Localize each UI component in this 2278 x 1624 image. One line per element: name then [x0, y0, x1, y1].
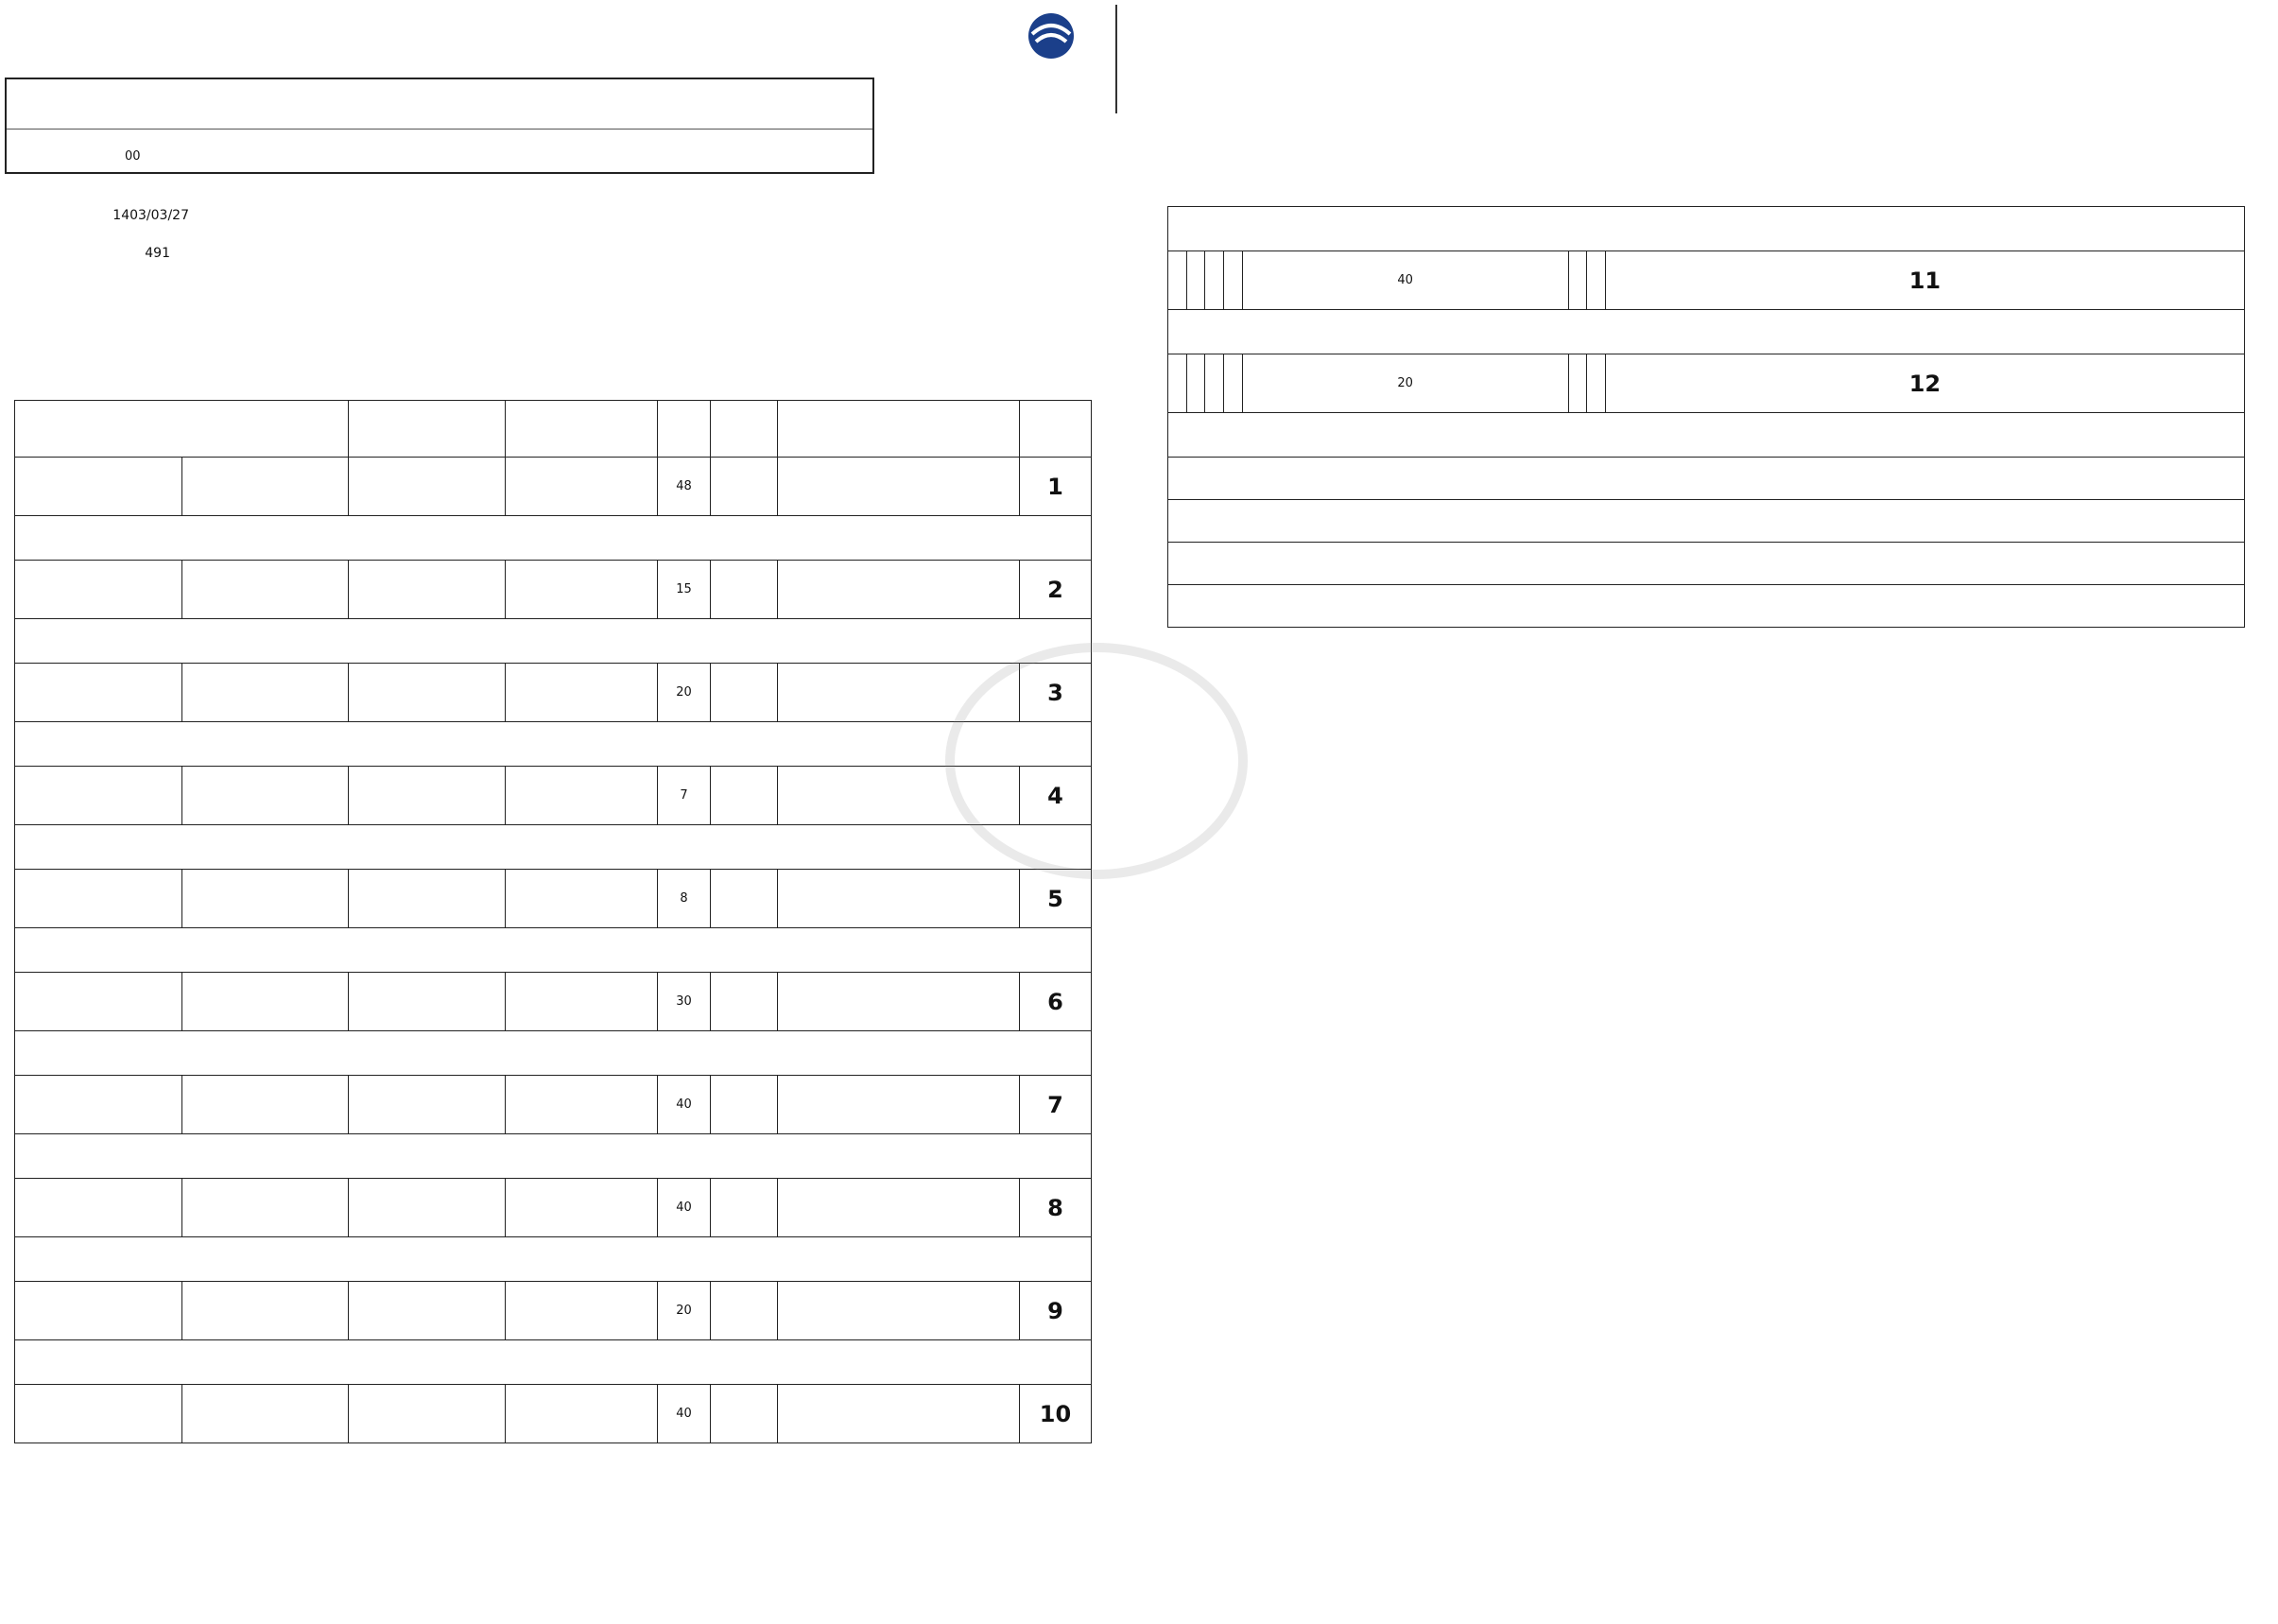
unit-amount-cell[interactable] [506, 1385, 658, 1443]
item-qty: 20 [658, 664, 711, 722]
item-note [1168, 413, 2245, 458]
offer-cell-2[interactable] [15, 1385, 182, 1443]
item-qty: 48 [658, 458, 711, 516]
offer-cell-2[interactable] [15, 1282, 182, 1340]
item-unit [711, 870, 778, 928]
note-row [15, 619, 1092, 664]
total-estimate-cell[interactable] [349, 973, 506, 1031]
offer-cell-2[interactable] [15, 973, 182, 1031]
unit-amount-cell[interactable] [506, 1179, 658, 1237]
offer-cell-2[interactable] [1168, 251, 1187, 310]
item-row-number: 3 [1020, 664, 1092, 722]
unit-amount-cell[interactable] [1224, 251, 1243, 310]
total-estimate-cell[interactable] [1205, 354, 1224, 413]
note-row [1168, 207, 2245, 251]
offer-cell-2[interactable] [15, 1179, 182, 1237]
item-name [778, 1179, 1020, 1237]
col-row [1020, 401, 1092, 458]
col-qty [658, 401, 711, 458]
item-qty: 20 [1242, 354, 1568, 413]
item-qty: 40 [658, 1385, 711, 1443]
item-note [15, 1134, 1092, 1179]
header-divider [1115, 5, 1117, 113]
total-estimate-cell[interactable] [349, 561, 506, 619]
item-note [15, 928, 1092, 973]
item-note [15, 1031, 1092, 1076]
offer-cell[interactable] [181, 458, 349, 516]
note-row [1168, 310, 2245, 354]
col-item [778, 401, 1020, 458]
item-note [1168, 207, 2245, 251]
company-logo [983, 8, 1120, 121]
offer-cell-2[interactable] [15, 458, 182, 516]
table-row [15, 664, 1092, 722]
item-qty: 7 [658, 767, 711, 825]
table-row [15, 1282, 1092, 1340]
offer-cell[interactable] [181, 561, 349, 619]
item-qty: 40 [658, 1179, 711, 1237]
total-estimate-cell[interactable] [349, 1282, 506, 1340]
offer-cell-2[interactable] [15, 664, 182, 722]
unit-amount-cell[interactable] [1224, 354, 1243, 413]
item-unit [711, 767, 778, 825]
col-unit [711, 401, 778, 458]
item-unit [711, 458, 778, 516]
unit-amount-cell[interactable] [506, 767, 658, 825]
table-row [15, 973, 1092, 1031]
total-estimate-cell[interactable] [349, 1076, 506, 1134]
unit-amount-cell[interactable] [506, 561, 658, 619]
col-total-estimate [349, 401, 506, 458]
note-row [15, 1237, 1092, 1282]
item-note [15, 722, 1092, 767]
offer-cell[interactable] [181, 767, 349, 825]
item-row-number: 5 [1020, 870, 1092, 928]
watermark-stamp [945, 643, 1248, 879]
sum-offer-row [1168, 458, 2245, 500]
item-note [15, 1340, 1092, 1385]
total-estimate-cell[interactable] [349, 664, 506, 722]
item-qty: 40 [1242, 251, 1568, 310]
unit-amount-cell[interactable] [506, 458, 658, 516]
unit-amount-cell[interactable] [506, 1076, 658, 1134]
item-row-number: 12 [1605, 354, 2244, 413]
table-row [15, 1179, 1092, 1237]
table-row [15, 561, 1092, 619]
note-row [15, 1134, 1092, 1179]
item-qty: 15 [658, 561, 711, 619]
offer-cell[interactable] [181, 1282, 349, 1340]
offer-cell-2[interactable] [15, 561, 182, 619]
item-unit [711, 973, 778, 1031]
offer-cell-2[interactable] [15, 870, 182, 928]
offer-cell[interactable] [181, 1076, 349, 1134]
note-row [15, 825, 1092, 870]
item-note [15, 619, 1092, 664]
offer-cell[interactable] [181, 1179, 349, 1237]
table-row [15, 870, 1092, 928]
item-unit [711, 1179, 778, 1237]
offer-cell[interactable] [181, 1385, 349, 1443]
table-row [1168, 251, 2245, 310]
total-estimate-cell[interactable] [1205, 251, 1224, 310]
item-qty: 20 [658, 1282, 711, 1340]
item-row-number: 9 [1020, 1282, 1092, 1340]
item-name [778, 561, 1020, 619]
item-name [1587, 251, 1606, 310]
item-note [15, 1237, 1092, 1282]
offer-cell-2[interactable] [15, 767, 182, 825]
item-row-number: 11 [1605, 251, 2244, 310]
note-row [15, 722, 1092, 767]
offer-cell[interactable] [181, 973, 349, 1031]
total-estimate-cell[interactable] [349, 1385, 506, 1443]
item-unit [1568, 251, 1587, 310]
item-qty: 8 [658, 870, 711, 928]
item-row-number: 7 [1020, 1076, 1092, 1134]
item-name [778, 973, 1020, 1031]
vat-row [1168, 500, 2245, 543]
unit-amount-cell[interactable] [506, 973, 658, 1031]
item-unit [711, 1076, 778, 1134]
item-name [778, 458, 1020, 516]
offer-cell-2[interactable] [1168, 354, 1187, 413]
table-row [15, 1076, 1092, 1134]
reserved-rights-row [1168, 585, 2245, 628]
item-name [778, 1282, 1020, 1340]
item-name [1587, 354, 1606, 413]
total-estimate-cell[interactable] [349, 458, 506, 516]
item-row-number: 2 [1020, 561, 1092, 619]
item-unit [711, 664, 778, 722]
offer-cell[interactable] [181, 664, 349, 722]
item-unit [711, 561, 778, 619]
item-unit [711, 1282, 778, 1340]
unit-amount-cell[interactable] [506, 664, 658, 722]
item-row-number: 4 [1020, 767, 1092, 825]
item-note [15, 516, 1092, 561]
unit-amount-cell[interactable] [506, 870, 658, 928]
col-unit-amount [506, 401, 658, 458]
item-row-number: 8 [1020, 1179, 1092, 1237]
item-qty: 30 [658, 973, 711, 1031]
total-estimate-cell[interactable] [349, 1179, 506, 1237]
item-row-number: 1 [1020, 458, 1092, 516]
table-row [15, 1385, 1092, 1443]
grand-total-row [1168, 543, 2245, 585]
table-row [15, 767, 1092, 825]
item-qty: 40 [658, 1076, 711, 1134]
offer-cell[interactable] [181, 870, 349, 928]
document-header [5, 78, 874, 174]
items-table-left [14, 400, 1092, 1443]
col-offer [15, 401, 349, 458]
total-estimate-cell[interactable] [349, 767, 506, 825]
table-row [1168, 354, 2245, 413]
revision-number: 00 [125, 149, 141, 164]
item-name [778, 870, 1020, 928]
offer-cell[interactable] [1186, 251, 1205, 310]
number-line: 491 [145, 246, 170, 261]
item-unit [711, 1385, 778, 1443]
item-name [778, 1385, 1020, 1443]
item-name [778, 1076, 1020, 1134]
total-estimate-cell[interactable] [349, 870, 506, 928]
note-row [15, 516, 1092, 561]
items-table-right [1167, 206, 2245, 628]
item-row-number: 10 [1020, 1385, 1092, 1443]
item-unit [1568, 354, 1587, 413]
note-row [1168, 413, 2245, 458]
item-note [15, 825, 1092, 870]
offer-cell[interactable] [1186, 354, 1205, 413]
note-row [15, 1340, 1092, 1385]
unit-amount-cell[interactable] [506, 1282, 658, 1340]
item-row-number: 6 [1020, 973, 1092, 1031]
offer-cell-2[interactable] [15, 1076, 182, 1134]
item-note [1168, 310, 2245, 354]
table-row [15, 458, 1092, 516]
date-line: 1403/03/27 [112, 208, 189, 223]
note-row [15, 1031, 1092, 1076]
note-row [15, 928, 1092, 973]
